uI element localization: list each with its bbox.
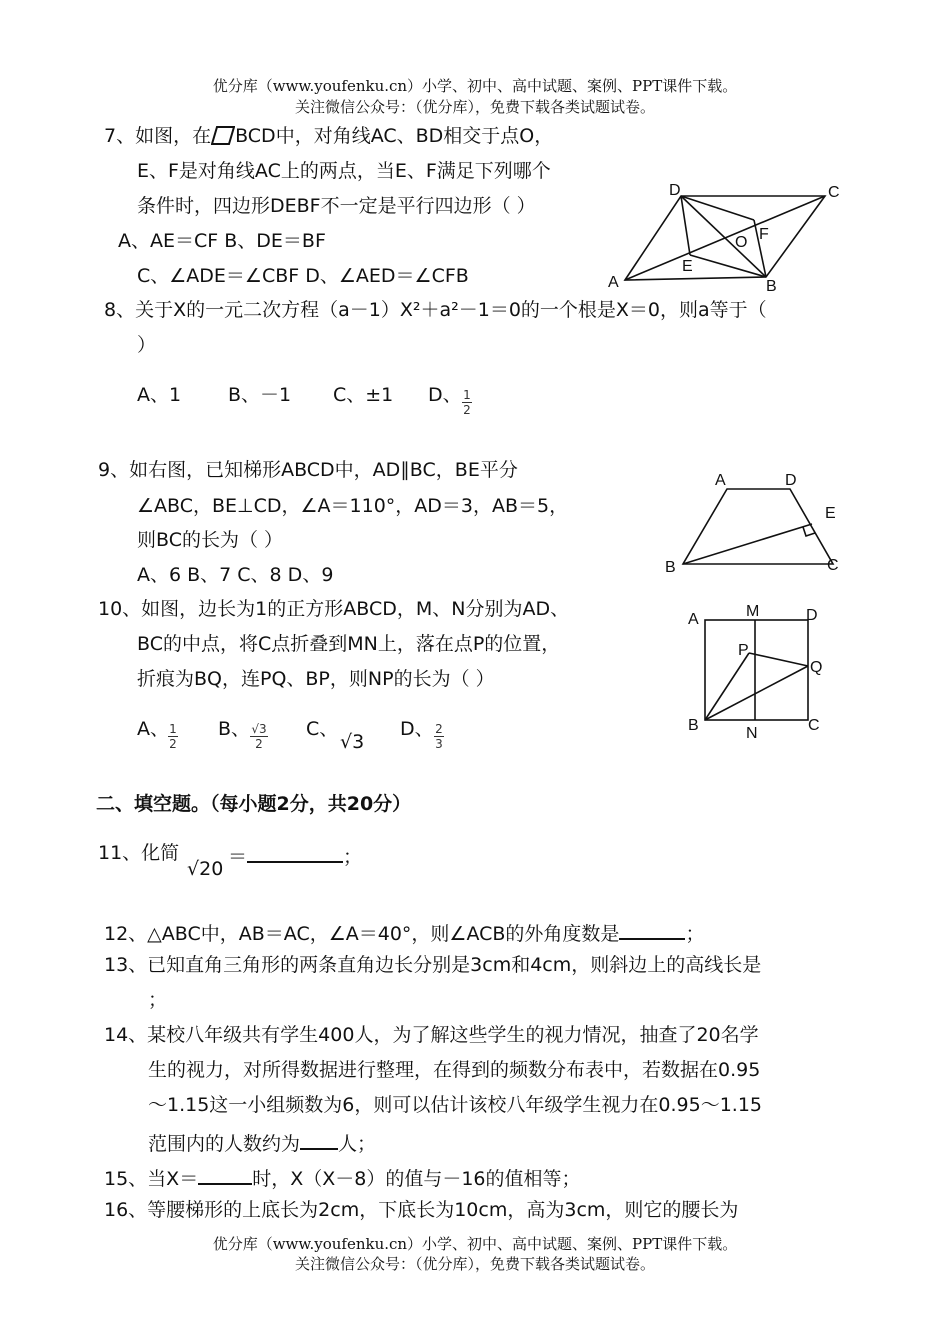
q10-a-numerator: 1	[169, 722, 177, 736]
q9-line-1: 9、如右图，已知梯形ABCD中，AD∥BC，BE平分	[98, 459, 518, 481]
header-line-1: 优分库（www.youfenku.cn）小学、初中、高中试题、案例、PPT课件下载。	[212, 77, 738, 95]
q8-line-1: 8、关于X的一元二次方程（a－1）X²＋a²－1＝0的一个根是X＝0，则a等于（	[104, 299, 767, 321]
q7-fig-label-c: C	[828, 184, 840, 201]
q10-line-1: 10、如图，边长为1的正方形ABCD，M、N分别为AD、	[98, 598, 570, 620]
q8-line-2: ）	[137, 334, 157, 356]
q11-line	[98, 841, 179, 865]
q9-figure	[655, 462, 855, 582]
q11-equals: ＝	[228, 846, 248, 868]
q7-figure	[600, 175, 860, 295]
q7-fig-label-o: O	[735, 234, 748, 251]
q14-line-2: 生的视力，对所得数据进行整理，在得到的频数分布表中，若数据在0.95	[148, 1059, 761, 1081]
q8-d-numerator: 1	[463, 388, 471, 402]
q7-options-cd: C、∠ADE＝∠CBF D、∠AED＝∠CFB	[137, 265, 469, 287]
q10-option-c-value: √3	[340, 731, 365, 753]
q10-fig-label-d: D	[806, 607, 818, 624]
q9-fig-label-b: B	[665, 559, 676, 576]
q7-line-1-post: BCD中，对角线AC、BD相交于点O，	[235, 125, 554, 147]
q10-b-numerator: √3	[251, 722, 267, 736]
q10-fig-label-m: M	[746, 603, 760, 620]
q10-fig-label-p: P	[738, 642, 749, 659]
q10-d-denominator: 3	[435, 737, 443, 751]
q9-line-2: ∠ABC，BE⊥CD，∠A＝110°，AD＝3，AB＝5，	[137, 495, 569, 517]
q10-fig-label-a: A	[688, 611, 699, 628]
q15-line	[104, 1163, 581, 1191]
q12-answer-blank[interactable]	[619, 918, 685, 940]
q10-line-3: 折痕为BQ，连PQ、BP，则NP的长为（ ）	[137, 668, 495, 690]
q16-line-1: 16、等腰梯形的上底长为2cm，下底长为10cm，高为3cm，则它的腰长为	[104, 1199, 739, 1221]
q10-option-b-fraction	[250, 722, 268, 751]
footer-line-2: 关注微信公众号：（优分库），免费下载各类试题试卷。	[294, 1255, 655, 1273]
q10-option-b: B、	[218, 718, 251, 740]
q9-fig-label-d: D	[785, 472, 797, 489]
q9-fig-label-a: A	[715, 472, 726, 489]
q10-option-c: C、	[306, 718, 339, 740]
q7-fig-label-e: E	[682, 258, 693, 275]
q7-line-1-pre: 7、如图，在	[104, 125, 212, 147]
q9-options: A、6 B、7 C、8 D、9	[137, 564, 334, 586]
footer-line-1: 优分库（www.youfenku.cn）小学、初中、高中试题、案例、PPT课件下载。	[212, 1235, 738, 1253]
header-line-2: 关注微信公众号：（优分库），免费下载各类试题试卷。	[294, 98, 655, 116]
q15-post: 时，X（X－8）的值与－16的值相等；	[252, 1168, 581, 1190]
q7-line-3: 条件时，四边形DEBF不一定是平行四边形（ ）	[137, 195, 536, 217]
q10-figure	[680, 598, 850, 748]
q14-line-4-post: 人；	[338, 1133, 377, 1155]
q13-line-2: ；	[148, 989, 168, 1011]
q9-fig-label-c: C	[827, 557, 839, 574]
q10-fig-label-b: B	[688, 717, 699, 734]
q12-post: ；	[685, 923, 705, 945]
q9-fig-label-e: E	[825, 505, 836, 522]
q10-a-denominator: 2	[169, 737, 177, 751]
q7-fig-label-d: D	[669, 182, 681, 199]
q15-answer-blank[interactable]	[198, 1163, 252, 1185]
q13-line-1: 13、已知直角三角形的两条直角边长分别是3cm和4cm，则斜边上的高线长是	[104, 954, 762, 976]
q11-pre: 11、化简	[98, 842, 180, 864]
parallelogram-icon	[211, 124, 235, 146]
q7-line-1	[104, 124, 553, 148]
q7-options-ab: A、AE＝CF B、DE＝BF	[118, 230, 326, 252]
q7-fig-label-f: F	[759, 226, 769, 243]
q9-line-3: 则BC的长为（ ）	[137, 529, 284, 551]
q10-fig-label-q: Q	[810, 659, 823, 676]
q15-pre: 15、当X＝	[104, 1168, 199, 1190]
q14-line-3: ～1.15这一小组频数为6，则可以估计该校八年级学生视力在0.95～1.15	[148, 1094, 763, 1116]
q8-option-d-label: D、	[428, 384, 462, 406]
q12-line	[104, 918, 704, 946]
q10-fig-label-c: C	[808, 717, 820, 734]
q14-line-4	[148, 1128, 376, 1156]
q10-option-a: A、	[137, 718, 169, 740]
q8-option-c: C、±1	[333, 384, 394, 406]
q11-answer-line	[228, 841, 362, 869]
q10-option-a-fraction	[168, 722, 178, 751]
q7-fig-label-b: B	[766, 278, 777, 295]
q11-post: ；	[343, 846, 363, 868]
q14-line-4-pre: 范围内的人数约为	[148, 1133, 301, 1155]
q7-fig-label-a: A	[608, 274, 619, 291]
q10-option-d-fraction	[434, 722, 444, 751]
q10-option-d: D、	[400, 718, 434, 740]
q10-fig-label-n: N	[746, 725, 758, 742]
q10-d-numerator: 2	[435, 722, 443, 736]
q12-text: 12、△ABC中，AB＝AC，∠A＝40°，则∠ACB的外角度数是	[104, 923, 620, 945]
q7-line-2: E、F是对角线AC上的两点，当E、F满足下列哪个	[137, 160, 551, 182]
q8-option-a: A、1	[137, 384, 182, 406]
q11-answer-blank[interactable]	[247, 841, 343, 863]
q11-radical: √20	[187, 858, 224, 880]
q8-d-denominator: 2	[463, 403, 471, 417]
q8-option-d-fraction	[462, 388, 472, 417]
q14-answer-blank[interactable]	[300, 1128, 338, 1150]
q8-option-b: B、－1	[228, 384, 292, 406]
q14-line-1: 14、某校八年级共有学生400人，为了解这些学生的视力情况，抽查了20名学	[104, 1024, 759, 1046]
q8-option-d	[428, 383, 462, 407]
q10-b-denominator: 2	[255, 737, 263, 751]
section-2-title: 二、填空题。（每小题2分，共20分）	[96, 793, 412, 815]
q10-line-2: BC的中点，将C点折叠到MN上，落在点P的位置，	[137, 633, 561, 655]
